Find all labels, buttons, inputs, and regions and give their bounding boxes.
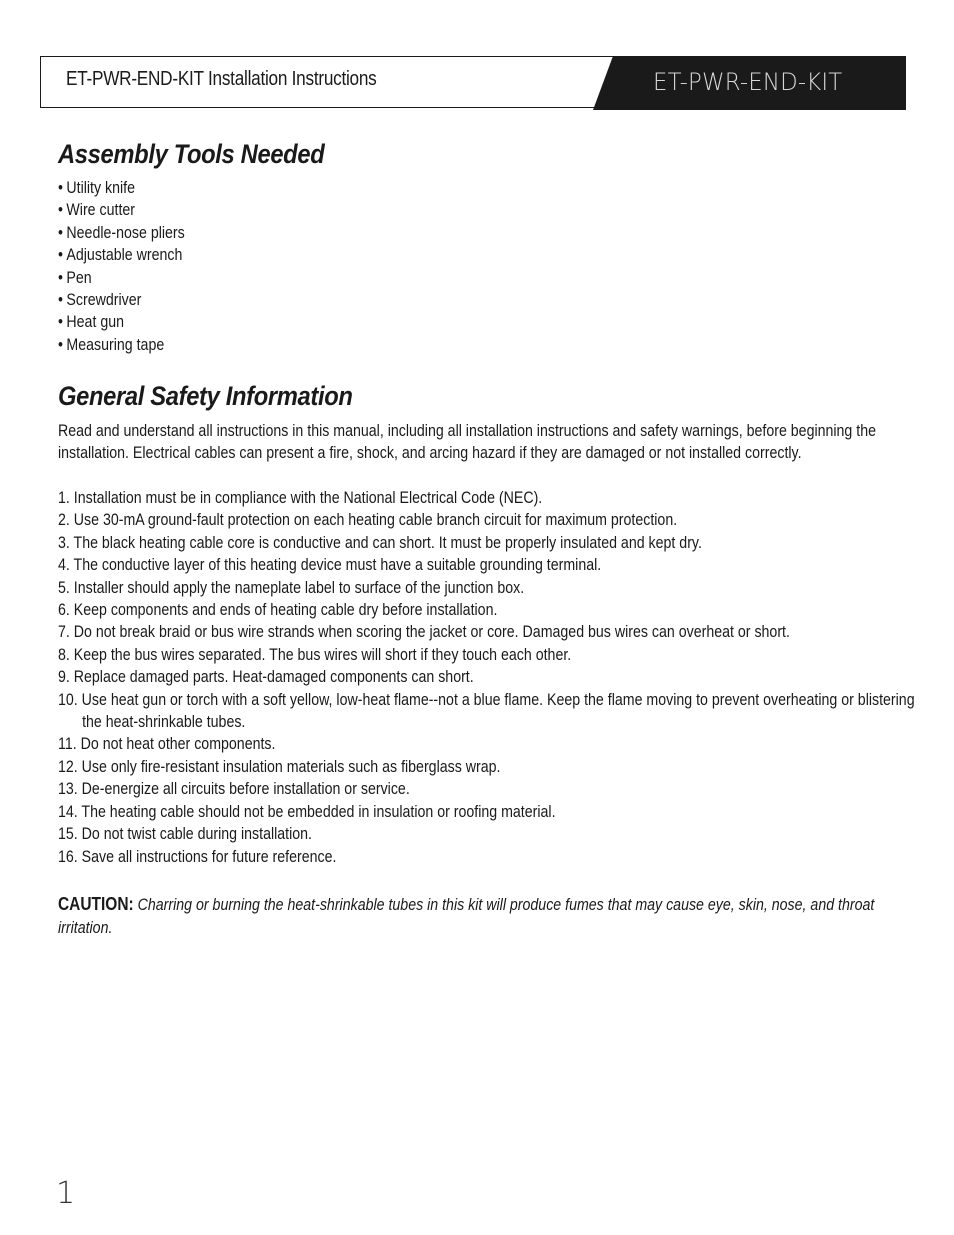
tool-item: [58, 311, 185, 333]
safety-item: 15. Do not twist cable during installation.: [58, 825, 312, 844]
header-bar: [40, 56, 906, 110]
tool-item: [58, 244, 185, 266]
safety-item: 14. The heating cable should not be embedded in insulation or roofing material.: [58, 802, 556, 821]
tool-item-label: Utility knife: [66, 179, 136, 197]
safety-list: [58, 487, 918, 868]
safety-item: 4. The conductive layer of this heating device must have a suitable grounding terminal.: [58, 556, 602, 575]
safety-item: 11. Do not heat other components.: [58, 735, 276, 754]
safety-item: 9. Replace damaged parts. Heat-damaged components can short.: [58, 668, 474, 687]
bullet-icon: •: [58, 201, 63, 220]
tool-item-label: Heat gun: [66, 313, 125, 332]
bullet-icon: •: [58, 246, 63, 265]
tool-item-label: Pen: [66, 268, 92, 287]
tools-list: [58, 177, 185, 356]
safety-item: 7. Do not break braid or bus wire strands when scoring the jacket or core. Damaged bus wires can overheat or short.: [58, 623, 790, 642]
safety-item: 1. Installation must be in compliance with the National Electrical Code (NEC).: [58, 489, 543, 507]
document-title: ET-PWR-END-KIT Installation Instructions: [66, 68, 377, 90]
tool-item-label: Adjustable wrench: [66, 246, 183, 265]
tool-item: [58, 222, 185, 244]
tool-item-label: Needle-nose pliers: [66, 223, 185, 242]
bullet-icon: •: [58, 179, 63, 197]
safety-item: 3. The black heating cable core is conductive and can short. It must be properly insulated and kept dry.: [58, 533, 702, 552]
tool-item-label: Measuring tape: [66, 335, 165, 354]
safety-item: 2. Use 30-mA ground-fault protection on each heating cable branch circuit for maximum protection.: [58, 511, 678, 530]
page-number: 1: [56, 1176, 76, 1211]
bullet-icon: •: [58, 223, 63, 242]
product-tag-banner: [593, 56, 906, 110]
tools-heading: Assembly Tools Needed: [58, 139, 325, 169]
tool-item: [58, 334, 185, 356]
bullet-icon: •: [58, 313, 63, 332]
bullet-icon: •: [58, 291, 63, 310]
safety-item: 12. Use only fire-resistant insulation materials such as fiberglass wrap.: [58, 757, 501, 776]
safety-intro: Read and understand all instructions in this manual, including all installation instructions and safety warnings, before beginning the installation. Electrical cables can present a fire, shock, and arcing hazard if they are damaged or not installed correctly.: [58, 422, 877, 463]
product-tag: ET-PWR-END-KIT: [653, 68, 843, 96]
safety-item: 13. De-energize all circuits before installation or service.: [58, 780, 410, 799]
tool-item-label: Screwdriver: [66, 291, 142, 310]
caution-text: Charring or burning the heat-shrinkable tubes in this kit will produce fumes that may cause eye, skin, nose, and throat irritation.: [58, 896, 875, 937]
tool-item: [58, 267, 185, 289]
bullet-icon: •: [58, 335, 63, 354]
caution-label: CAUTION:: [58, 894, 134, 914]
bullet-icon: •: [58, 268, 63, 287]
safety-item: 16. Save all instructions for future reference.: [58, 847, 337, 866]
tool-item: [58, 199, 185, 221]
tool-item: [58, 177, 185, 199]
safety-heading: General Safety Information: [58, 381, 353, 411]
safety-item: 8. Keep the bus wires separated. The bus wires will short if they touch each other.: [58, 645, 572, 664]
safety-item: 6. Keep components and ends of heating cable dry before installation.: [58, 601, 498, 620]
safety-item: 10. Use heat gun or torch with a soft yellow, low-heat flame--not a blue flame. Keep the flame moving to prevent overheating or blistering the heat-shrinkable tubes.: [58, 690, 915, 732]
tool-item: [58, 289, 185, 311]
safety-item: 5. Installer should apply the nameplate label to surface of the junction box.: [58, 578, 525, 597]
tool-item-label: Wire cutter: [66, 201, 136, 220]
caution-note: [58, 893, 901, 940]
